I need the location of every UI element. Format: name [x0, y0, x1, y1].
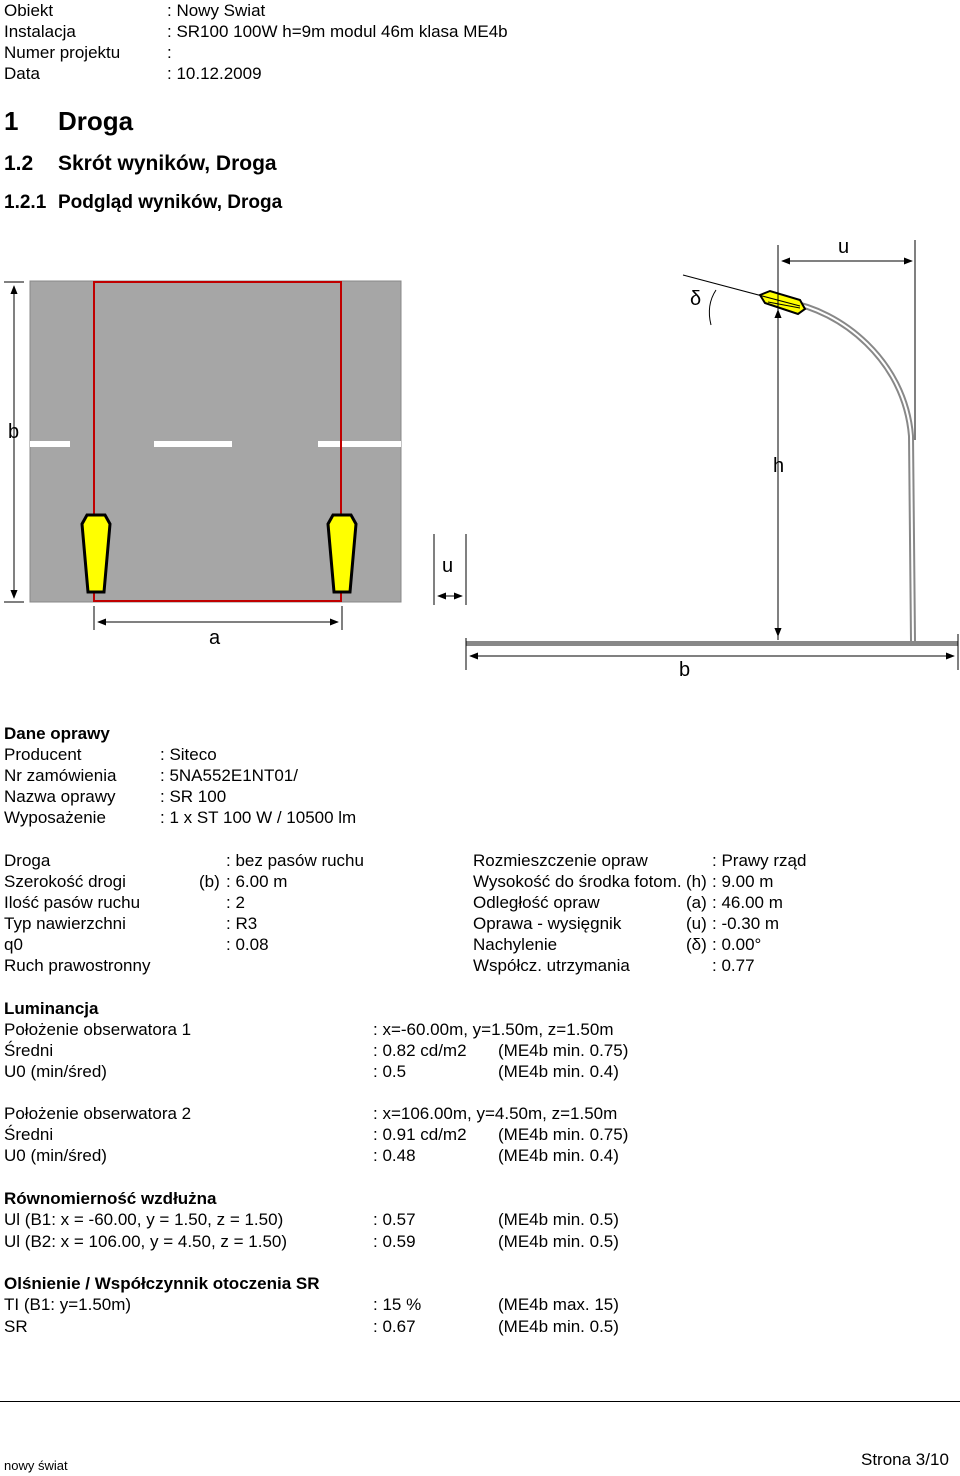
section-number: 1.2.1 [4, 192, 47, 213]
road-param-label: Odległość opraw [473, 893, 600, 912]
result-value: : 0.48 [373, 1146, 416, 1165]
luminaire-value: : 5NA552E1NT01/ [160, 766, 298, 785]
lane-mark [318, 441, 401, 447]
road-param-symbol: (b) [199, 872, 220, 891]
result-requirement: (ME4b min. 0.75) [498, 1041, 629, 1060]
luminaire-value: : SR 100 [160, 787, 227, 806]
result-label: U0 (min/śred) [4, 1062, 107, 1081]
result-value: : 0.5 [373, 1062, 407, 1081]
road-param-label: Wysokość do środka fotom. [473, 872, 682, 891]
luminance-title: Luminancja [4, 999, 99, 1018]
label-u-right: u [442, 555, 454, 577]
result-label: Średni [4, 1041, 54, 1060]
header-label: Data [4, 64, 40, 83]
luminaire-label: Wyposażenie [4, 808, 106, 827]
header-value: : Nowy Swiat [167, 1, 266, 20]
road-param-label: Typ nawierzchni [4, 914, 126, 933]
luminaire-title: Dane oprawy [4, 724, 110, 743]
result-value: : 15 % [373, 1295, 422, 1314]
header-value: : 10.12.2009 [167, 64, 262, 83]
page-number: Strona 3/10 [861, 1450, 949, 1469]
result-value: : x=-60.00m, y=1.50m, z=1.50m [373, 1020, 614, 1039]
result-value: : 0.91 cd/m2 [373, 1125, 467, 1144]
road-param-value: : bez pasów ruchu [226, 851, 364, 870]
road-param-value: : -0.30 m [712, 914, 780, 933]
lane-mark [30, 441, 70, 447]
heading-title: Droga [58, 106, 134, 136]
road-param-label: Nachylenie [473, 935, 558, 954]
result-label: SR [4, 1317, 28, 1336]
glare-title: Olśnienie / Współczynnik otoczenia SR [4, 1274, 320, 1293]
result-requirement: (ME4b min. 0.5) [498, 1317, 619, 1336]
luminaire-label: Nazwa oprawy [4, 787, 116, 806]
road-param-value: : 6.00 m [226, 872, 288, 891]
label-h: h [773, 455, 785, 477]
road-param-label: Współcz. utrzymania [473, 956, 630, 975]
result-label: TI (B1: y=1.50m) [4, 1295, 132, 1314]
result-requirement: (ME4b min. 0.5) [498, 1210, 619, 1229]
road-param-label: Ilość pasów ruchu [4, 893, 141, 912]
pole [787, 302, 913, 641]
road-layout-diagram [0, 0, 960, 700]
result-requirement: (ME4b max. 15) [498, 1295, 619, 1314]
road-param-value: : 0.08 [226, 935, 269, 954]
result-label: Położenie obserwatora 1 [4, 1020, 192, 1039]
luminaire-label: Nr zamówienia [4, 766, 117, 785]
road-param-label: Rozmieszczenie opraw [473, 851, 648, 870]
uniformity-title: Równomierność wzdłużna [4, 1189, 217, 1208]
luminaire-icon [82, 515, 110, 592]
road-param-label: Ruch prawostronny [4, 956, 151, 975]
heading-number: 1 [4, 106, 19, 136]
luminaire-value: : Siteco [160, 745, 217, 764]
road-param-label: Oprawa - wysięgnik [473, 914, 622, 933]
result-value: : 0.67 [373, 1317, 416, 1336]
label-delta: δ [690, 288, 702, 310]
result-label: Ul (B2: x = 106.00, y = 4.50, z = 1.50) [4, 1232, 288, 1251]
result-value: : x=106.00m, y=4.50m, z=1.50m [373, 1104, 618, 1123]
label-u-top: u [838, 236, 850, 258]
road-param-value: : 0.00° [712, 935, 762, 954]
road-param-value: : 9.00 m [712, 872, 774, 891]
road-param-value: : Prawy rząd [712, 851, 807, 870]
ground-surface [466, 641, 958, 646]
result-requirement: (ME4b min. 0.4) [498, 1062, 619, 1081]
result-value: : 0.57 [373, 1210, 416, 1229]
road-param-symbol: (u) [686, 914, 707, 933]
header-label: Obiekt [4, 1, 54, 20]
result-label: U0 (min/śred) [4, 1146, 107, 1165]
road-param-label: Szerokość drogi [4, 872, 126, 891]
lane-mark [154, 441, 232, 447]
luminaire-value: : 1 x ST 100 W / 10500 lm [160, 808, 357, 827]
result-label: Położenie obserwatora 2 [4, 1104, 192, 1123]
luminaire-label: Producent [4, 745, 82, 764]
result-requirement: (ME4b min. 0.5) [498, 1232, 619, 1251]
result-value: : 0.59 [373, 1232, 416, 1251]
result-label: Ul (B1: x = -60.00, y = 1.50, z = 1.50) [4, 1210, 284, 1229]
header-label: Instalacja [4, 22, 76, 41]
road-param-symbol: (a) [686, 893, 707, 912]
footer-project: nowy świat [4, 1458, 68, 1473]
road-param-symbol: (h) [686, 872, 707, 891]
road-param-value: : 0.77 [712, 956, 755, 975]
label-a: a [209, 627, 221, 649]
result-label: Średni [4, 1125, 54, 1144]
road-param-value: : 2 [226, 893, 245, 912]
road-param-symbol: (δ) [686, 935, 707, 954]
result-requirement: (ME4b min. 0.4) [498, 1146, 619, 1165]
road-param-value: : R3 [226, 914, 258, 933]
tilt-arc [709, 290, 716, 325]
header-value: : SR100 100W h=9m modul 46m klasa ME4b [167, 22, 508, 41]
road-param-value: : 46.00 m [712, 893, 783, 912]
road-param-label: Droga [4, 851, 51, 870]
header-label: Numer projektu [4, 43, 121, 62]
label-b-bottom: b [679, 659, 691, 681]
luminaire-icon [328, 515, 356, 592]
result-value: : 0.82 cd/m2 [373, 1041, 467, 1060]
footer-divider [0, 1401, 960, 1402]
section-title: Podgląd wyników, Droga [58, 192, 283, 213]
label-b-left: b [8, 421, 20, 443]
subheading-title: Skrót wyników, Droga [58, 152, 277, 175]
subheading-number: 1.2 [4, 152, 34, 175]
road-param-label: q0 [4, 935, 23, 954]
header-value: : [167, 43, 172, 62]
result-requirement: (ME4b min. 0.75) [498, 1125, 629, 1144]
lamp-head [760, 291, 805, 314]
